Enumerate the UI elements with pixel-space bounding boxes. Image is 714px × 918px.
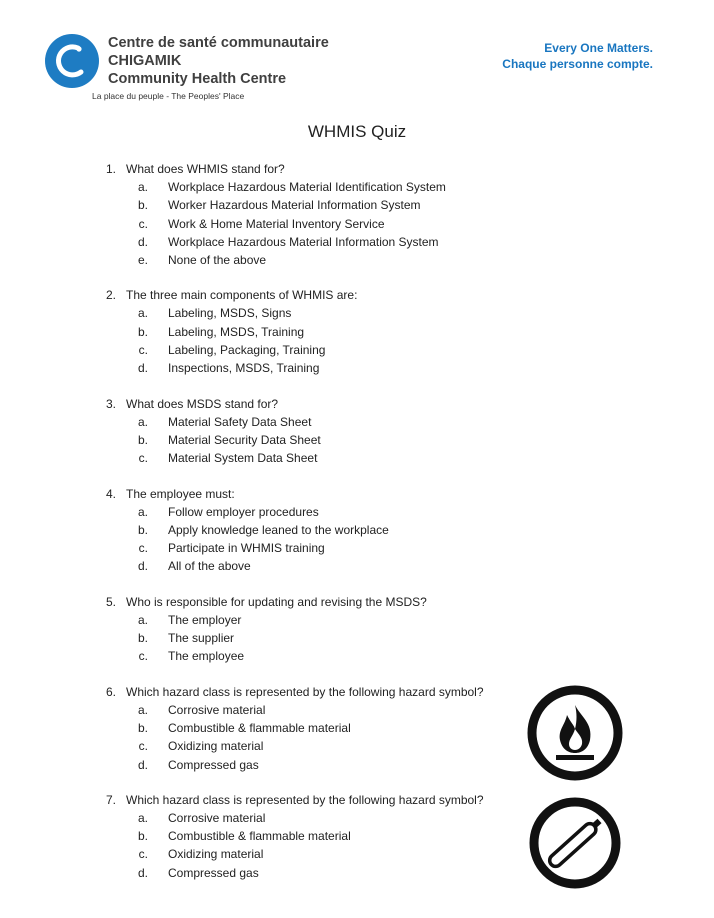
question-number: 4.: [106, 486, 117, 501]
question-number: 2.: [106, 288, 117, 303]
option-letter: d.: [137, 234, 148, 249]
question-number: 5.: [106, 594, 117, 609]
option-text: Workplace Hazardous Material Identification System: [168, 180, 446, 194]
answer-option: [106, 323, 526, 341]
question-1: [106, 160, 526, 269]
question-number: 1.: [106, 162, 117, 176]
answer-option: [106, 845, 526, 863]
question-text: Who is responsible for updating and revising the MSDS?: [126, 594, 427, 609]
option-text: Work & Home Material Inventory Service: [168, 216, 385, 231]
question-number: 6.: [106, 684, 117, 699]
answer-option: [106, 701, 526, 719]
option-letter: a.: [137, 504, 148, 519]
answer-option: [106, 737, 526, 755]
option-text: Material Safety Data Sheet: [168, 414, 312, 429]
option-text: Workplace Hazardous Material Information System: [168, 234, 439, 249]
logo-wordmark: [108, 34, 329, 88]
logo-line-1: Centre de santé communautaire: [108, 35, 329, 51]
answer-option: [106, 431, 526, 449]
answer-option: [106, 539, 526, 557]
option-letter: a.: [137, 810, 148, 825]
logo-line-3: Community Health Centre: [108, 71, 287, 87]
question-3: [106, 395, 526, 468]
logo-swirl-icon: [44, 33, 100, 89]
answer-option: [106, 611, 526, 629]
motto: [502, 40, 653, 72]
option-text: The employer: [168, 612, 242, 627]
option-letter: b.: [137, 432, 148, 447]
option-letter: a.: [137, 414, 148, 429]
option-text: Oxidizing material: [168, 847, 264, 862]
option-letter: c.: [138, 847, 148, 862]
flame-hazard-icon: [527, 685, 623, 781]
option-text: Combustible & flammable material: [168, 829, 351, 844]
option-text: Material Security Data Sheet: [168, 432, 321, 447]
question-5: [106, 593, 526, 666]
option-text: All of the above: [168, 559, 251, 574]
answer-option: [106, 178, 526, 196]
option-letter: b.: [137, 829, 148, 844]
answer-option: [106, 413, 526, 431]
answer-option: [106, 647, 526, 665]
question-number: 7.: [106, 792, 117, 807]
question-7: [106, 791, 526, 882]
answer-option: [106, 449, 526, 467]
option-letter: c.: [138, 649, 148, 664]
option-letter: d.: [137, 559, 148, 574]
option-letter: c.: [138, 451, 148, 466]
answer-option: [106, 809, 526, 827]
option-letter: b.: [137, 198, 148, 213]
motto-english: Every One Matters.: [544, 41, 653, 55]
option-text: Labeling, MSDS, Signs: [168, 306, 292, 321]
answer-option: [106, 827, 526, 845]
question-text: What does WHMIS stand for?: [126, 162, 285, 176]
option-letter: c.: [138, 343, 148, 358]
answer-option: [106, 557, 526, 575]
question-number: 3.: [106, 396, 117, 411]
option-letter: d.: [137, 865, 148, 880]
option-text: Worker Hazardous Material Information System: [168, 198, 421, 213]
answer-option: [106, 251, 526, 269]
gas-cylinder-hazard-icon: [527, 795, 623, 891]
option-text: Apply knowledge leaned to the workplace: [168, 522, 389, 537]
option-letter: a.: [137, 612, 148, 627]
answer-option: [106, 304, 526, 322]
option-text: The employee: [168, 649, 245, 664]
option-letter: b.: [137, 522, 148, 537]
logo-tagline: La place du peuple - The Peoples' Place: [92, 91, 245, 101]
option-letter: a.: [137, 702, 148, 717]
option-text: Combustible & flammable material: [168, 720, 351, 735]
option-letter: b.: [137, 631, 148, 646]
option-text: Participate in WHMIS training: [168, 541, 325, 556]
quiz-question-list: [106, 160, 526, 899]
option-letter: e.: [137, 253, 148, 268]
organization-logo: [44, 33, 329, 103]
option-text: Compressed gas: [168, 865, 259, 880]
option-letter: a.: [137, 180, 148, 194]
logo-line-2: CHIGAMIK: [108, 53, 182, 69]
question-text: Which hazard class is represented by the following hazard symbol?: [126, 684, 484, 699]
question-text: Which hazard class is represented by the following hazard symbol?: [126, 792, 484, 807]
question-text: The three main components of WHMIS are:: [126, 288, 358, 303]
answer-option: [106, 521, 526, 539]
option-letter: a.: [137, 306, 148, 321]
option-letter: d.: [137, 757, 148, 772]
option-letter: c.: [138, 216, 148, 231]
question-6: [106, 683, 526, 774]
question-2: [106, 286, 526, 377]
option-letter: d.: [137, 361, 148, 376]
answer-option: [106, 756, 526, 774]
option-letter: b.: [137, 720, 148, 735]
option-letter: b.: [137, 324, 148, 339]
option-text: Compressed gas: [168, 757, 259, 772]
option-text: Corrosive material: [168, 702, 266, 717]
answer-option: [106, 233, 526, 251]
answer-option: [106, 359, 526, 377]
option-text: None of the above: [168, 253, 267, 268]
option-text: The supplier: [168, 631, 235, 646]
answer-option: [106, 629, 526, 647]
question-text: What does MSDS stand for?: [126, 396, 279, 411]
answer-option: [106, 196, 526, 214]
question-text: The employee must:: [126, 486, 235, 501]
option-text: Labeling, MSDS, Training: [168, 324, 305, 339]
option-text: Material System Data Sheet: [168, 451, 318, 466]
answer-option: [106, 719, 526, 737]
answer-option: [106, 341, 526, 359]
answer-option: [106, 864, 526, 882]
option-letter: c.: [138, 541, 148, 556]
page-title: WHMIS Quiz: [307, 122, 407, 141]
option-text: Oxidizing material: [168, 739, 264, 754]
answer-option: [106, 503, 526, 521]
question-4: [106, 485, 526, 576]
option-text: Inspections, MSDS, Training: [168, 361, 320, 376]
option-text: Labeling, Packaging, Training: [168, 343, 326, 358]
option-text: Follow employer procedures: [168, 504, 319, 519]
answer-option: [106, 215, 526, 233]
motto-french: Chaque personne compte.: [502, 57, 653, 71]
option-text: Corrosive material: [168, 810, 266, 825]
option-letter: c.: [138, 739, 148, 754]
